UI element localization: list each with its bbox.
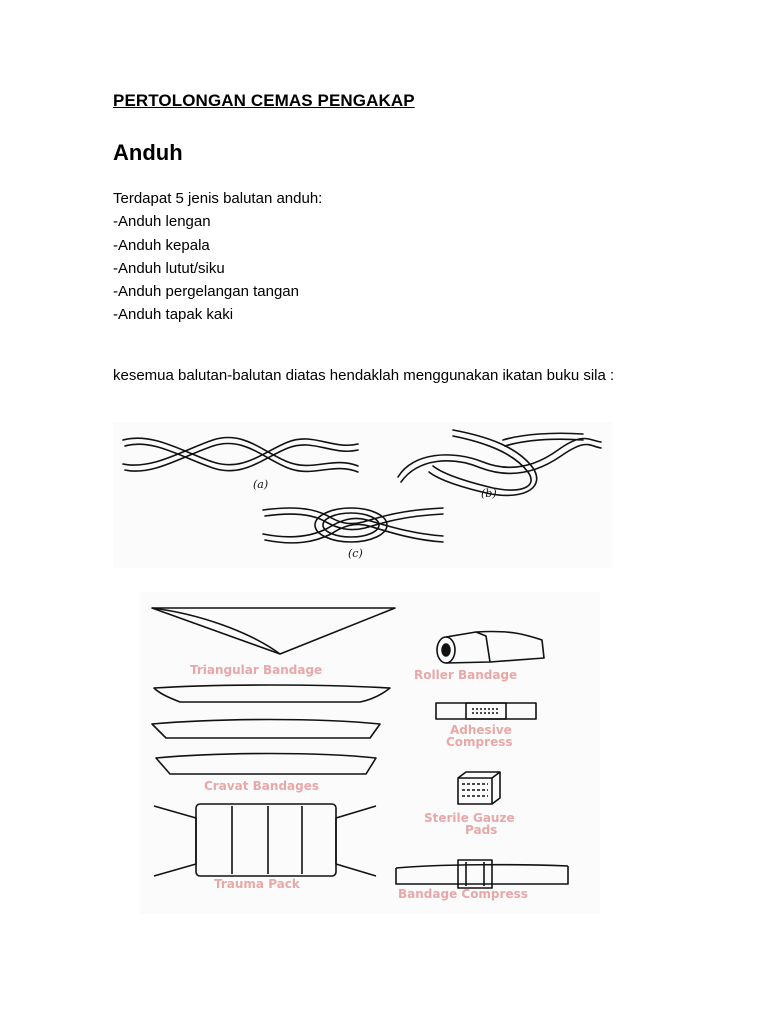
list-item: -Anduh lutut/siku: [113, 259, 225, 277]
intro-line: Terdapat 5 jenis balutan anduh:: [113, 190, 323, 207]
triangular-bandage-label: Triangular Bandage: [190, 663, 323, 677]
bandage-type-list: [113, 187, 322, 327]
roller-bandage-illustration: [437, 631, 544, 663]
knot-step-c-illustration: [263, 508, 443, 543]
bandage-compress-label: Bandage Compress: [398, 887, 528, 901]
gauze-label-2: Pads: [465, 823, 498, 837]
adhesive-label-2: Compress: [446, 735, 513, 749]
adhesive-label-1: Adhesive: [450, 723, 512, 737]
reef-knot-figure: [113, 422, 612, 568]
trauma-pack-illustration: [154, 804, 376, 876]
gauze-label-1: Sterile Gauze: [424, 811, 515, 825]
trauma-pack-label: Trauma Pack: [214, 877, 300, 891]
sterile-gauze-pads-illustration: [458, 772, 500, 804]
bandage-compress-illustration: [396, 860, 568, 888]
knot-label-c: (c): [348, 547, 363, 560]
list-item: -Anduh kepala: [113, 236, 210, 254]
cravat-bandages-illustration: [152, 685, 390, 774]
knot-label-b: (b): [481, 487, 497, 500]
reef-knot-paragraph: kesemua balutan-balutan diatas hendaklah menggunakan ikatan buku sila :: [113, 367, 615, 384]
section-heading: Anduh: [113, 140, 183, 165]
knot-step-a-illustration: [123, 437, 358, 472]
list-item: -Anduh tapak kaki: [113, 306, 234, 324]
cravat-bandages-label: Cravat Bandages: [204, 779, 320, 793]
knot-label-a: (a): [253, 478, 269, 491]
knot-step-b-illustration: [398, 430, 601, 495]
bandage-types-figure: [140, 592, 600, 914]
list-item: -Anduh pergelangan tangan: [113, 283, 299, 301]
roller-bandage-label: Roller Bandage: [414, 668, 518, 682]
list-item: -Anduh lengan: [113, 213, 211, 231]
triangular-bandage-illustration: [152, 608, 395, 654]
page-title: PERTOLONGAN CEMAS PENGAKAP: [113, 91, 415, 110]
adhesive-compress-illustration: [436, 703, 536, 719]
